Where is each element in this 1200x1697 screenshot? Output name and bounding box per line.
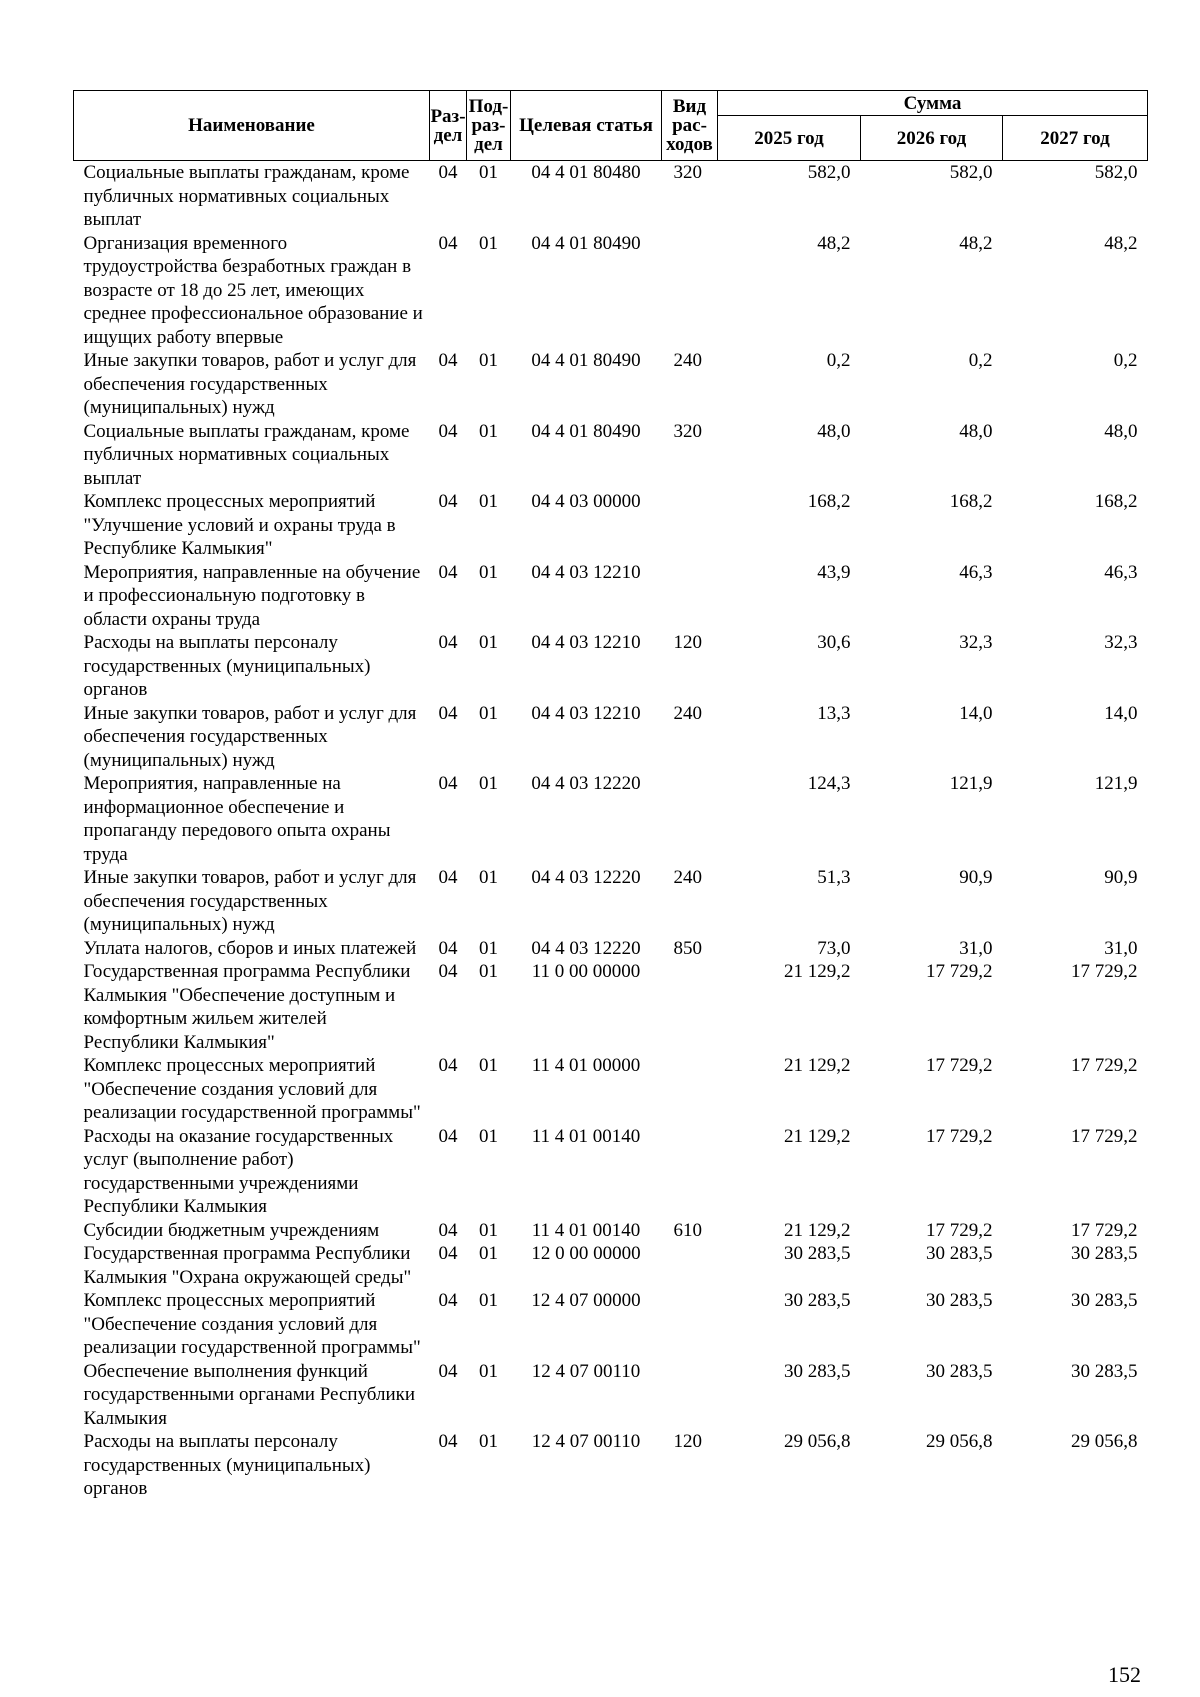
cell-name: Комплекс процессных мероприятий "Улучшение условий и охраны труда в Республике Калмыкия" [83, 491, 396, 559]
cell-podrazdel: 01 [479, 1125, 498, 1147]
cell-2026: 46,3 [959, 561, 993, 583]
cell-2026: 30 283,5 [926, 1243, 993, 1264]
cell-2026: 14,0 [959, 702, 993, 724]
cell-podrazdel: 01 [479, 632, 498, 653]
cell-razdel: 04 [438, 1219, 458, 1241]
cell-razdel: 04 [438, 632, 458, 653]
cell-razdel: 04 [438, 867, 458, 888]
cell-2025: 51,3 [817, 867, 851, 888]
cell-target-article: 11 4 01 00140 [531, 1125, 641, 1147]
cell-target-article: 04 4 03 12220 [531, 867, 641, 888]
cell-expense-type: 320 [673, 162, 702, 183]
cell-2027: 17 729,2 [1071, 961, 1138, 982]
cell-target-article: 04 4 03 12220 [531, 773, 641, 794]
cell-2025: 168,2 [807, 491, 851, 512]
cell-target-article: 04 4 03 12210 [531, 702, 641, 724]
cell-name: Иные закупки товаров, работ и услуг для обеспечения государственных (муниципальных) нужд [83, 867, 417, 935]
budget-table [73, 90, 1148, 1501]
cell-name: Государственная программа Республики Калмыкия "Охрана окружающей среды" [83, 1243, 412, 1288]
cell-2027: 121,9 [1094, 773, 1138, 794]
header-podrazdel: Под-раз-дел [467, 91, 511, 161]
cell-target-article: 11 4 01 00000 [531, 1055, 641, 1076]
cell-2026: 32,3 [959, 632, 993, 653]
cell-2025: 0,2 [826, 350, 851, 371]
table-header [74, 91, 1148, 161]
table-row [74, 631, 1148, 702]
cell-expense-type: 240 [673, 867, 702, 888]
cell-name: Государственная программа Республики Калмыкия "Обеспечение доступным и комфортным жильем жителей Республики Калмыкия" [83, 961, 411, 1053]
cell-2027: 17 729,2 [1071, 1219, 1138, 1241]
table-row [74, 1242, 1148, 1289]
cell-2026: 582,0 [949, 162, 993, 183]
cell-podrazdel: 01 [479, 1219, 498, 1241]
cell-2027: 46,3 [1104, 561, 1138, 583]
cell-2027: 32,3 [1104, 632, 1138, 653]
cell-razdel: 04 [438, 1125, 458, 1147]
cell-podrazdel: 01 [479, 773, 498, 794]
cell-2025: 29 056,8 [784, 1431, 851, 1452]
cell-target-article: 04 4 03 12210 [531, 632, 641, 653]
cell-target-article: 11 4 01 00140 [531, 1219, 641, 1241]
cell-2025: 21 129,2 [784, 1055, 851, 1076]
cell-podrazdel: 01 [479, 1055, 498, 1076]
cell-razdel: 04 [438, 937, 458, 959]
cell-name: Мероприятия, направленные на обучение и профессиональную подготовку в области охраны труда [83, 561, 421, 630]
cell-target-article: 12 4 07 00000 [531, 1290, 641, 1311]
cell-2025: 30 283,5 [784, 1360, 851, 1382]
cell-2027: 168,2 [1094, 491, 1138, 512]
cell-2025: 43,9 [817, 561, 851, 583]
cell-2027: 30 283,5 [1071, 1243, 1138, 1264]
cell-podrazdel: 01 [479, 232, 498, 254]
cell-expense-type [662, 1054, 718, 1125]
cell-name: Иные закупки товаров, работ и услуг для обеспечения государственных (муниципальных) нужд [83, 350, 417, 418]
cell-2027: 31,0 [1104, 937, 1138, 959]
cell-expense-type: 850 [673, 937, 702, 959]
header-target-article: Целевая статья [511, 91, 662, 161]
cell-razdel: 04 [438, 773, 458, 794]
cell-name: Комплекс процессных мероприятий "Обеспечение создания условий для реализации государственной программы" [83, 1055, 421, 1123]
table-row [74, 232, 1148, 350]
table-body [74, 161, 1148, 1501]
cell-2027: 0,2 [1113, 350, 1138, 371]
table-row [74, 1289, 1148, 1360]
table-row [74, 866, 1148, 937]
cell-razdel: 04 [438, 162, 458, 183]
cell-2025: 30 283,5 [784, 1243, 851, 1264]
cell-2027: 48,2 [1104, 232, 1138, 254]
cell-name: Обеспечение выполнения функций государственными органами Республики Калмыкия [83, 1360, 416, 1429]
cell-razdel: 04 [438, 561, 458, 583]
cell-2026: 30 283,5 [926, 1360, 993, 1382]
header-2025: 2025 год [718, 116, 861, 161]
cell-razdel: 04 [438, 491, 458, 512]
cell-target-article: 11 0 00 00000 [531, 961, 641, 982]
cell-expense-type [662, 1289, 718, 1360]
cell-2026: 48,0 [959, 420, 993, 442]
cell-2026: 29 056,8 [926, 1431, 993, 1452]
cell-name: Комплекс процессных мероприятий "Обеспечение создания условий для реализации государственной программы" [83, 1290, 421, 1358]
cell-2025: 73,0 [817, 937, 851, 959]
cell-expense-type [662, 232, 718, 350]
table-row [74, 937, 1148, 961]
cell-2026: 90,9 [959, 867, 993, 888]
cell-2025: 30 283,5 [784, 1290, 851, 1311]
cell-2026: 31,0 [959, 937, 993, 959]
table-row [74, 960, 1148, 1054]
header-2027: 2027 год [1003, 116, 1148, 161]
cell-target-article: 04 4 01 80480 [531, 162, 641, 183]
cell-target-article: 04 4 01 80490 [531, 350, 641, 371]
cell-razdel: 04 [438, 702, 458, 724]
cell-podrazdel: 01 [479, 961, 498, 982]
table-row [74, 1054, 1148, 1125]
cell-2025: 21 129,2 [784, 1125, 851, 1147]
cell-podrazdel: 01 [479, 561, 498, 583]
cell-razdel: 04 [438, 1243, 458, 1264]
cell-name: Расходы на оказание государственных услуг (выполнение работ) государственными учреждениями Республики Калмыкия [83, 1125, 394, 1217]
cell-expense-type: 120 [673, 1431, 702, 1452]
cell-podrazdel: 01 [479, 350, 498, 371]
budget-table-page [73, 90, 1147, 1501]
cell-target-article: 12 4 07 00110 [531, 1360, 641, 1382]
cell-2027: 17 729,2 [1071, 1125, 1138, 1147]
cell-podrazdel: 01 [479, 1290, 498, 1311]
cell-2025: 48,0 [817, 420, 851, 442]
cell-name: Субсидии бюджетным учреждениям [83, 1219, 380, 1241]
cell-razdel: 04 [438, 1290, 458, 1311]
cell-expense-type [662, 490, 718, 561]
cell-name: Уплата налогов, сборов и иных платежей [83, 937, 417, 959]
cell-target-article: 04 4 03 12210 [531, 561, 641, 583]
cell-name: Расходы на выплаты персоналу государственных (муниципальных) органов [83, 1431, 371, 1499]
cell-podrazdel: 01 [479, 491, 498, 512]
cell-name: Социальные выплаты гражданам, кроме публичных нормативных социальных выплат [83, 162, 410, 230]
cell-2025: 21 129,2 [784, 961, 851, 982]
table-row [74, 1430, 1148, 1501]
cell-target-article: 12 4 07 00110 [531, 1431, 641, 1452]
cell-name: Мероприятия, направленные на информационное обеспечение и пропаганду передового опыта охраны труда [83, 773, 391, 865]
cell-2025: 48,2 [817, 232, 851, 254]
cell-expense-type: 240 [673, 350, 702, 371]
cell-2025: 13,3 [817, 702, 851, 724]
cell-razdel: 04 [438, 1360, 458, 1382]
cell-2027: 582,0 [1094, 162, 1138, 183]
cell-razdel: 04 [438, 961, 458, 982]
cell-podrazdel: 01 [479, 867, 498, 888]
cell-2027: 17 729,2 [1071, 1055, 1138, 1076]
cell-2026: 48,2 [959, 232, 993, 254]
cell-expense-type [662, 1125, 718, 1219]
cell-expense-type [662, 772, 718, 866]
cell-target-article: 04 4 03 12220 [531, 937, 641, 959]
header-name: Наименование [74, 91, 430, 161]
cell-target-article: 04 4 01 80490 [531, 232, 641, 254]
table-row [74, 161, 1148, 232]
cell-name: Иные закупки товаров, работ и услуг для обеспечения государственных (муниципальных) нужд [83, 702, 417, 771]
cell-expense-type [662, 1360, 718, 1431]
cell-podrazdel: 01 [479, 937, 498, 959]
header-2026: 2026 год [861, 116, 1003, 161]
cell-expense-type: 240 [673, 702, 702, 724]
header-expense-type: Вид рас-ходов [662, 91, 718, 161]
cell-expense-type: 610 [673, 1219, 702, 1241]
cell-2027: 90,9 [1104, 867, 1138, 888]
table-row [74, 772, 1148, 866]
cell-name: Организация временного трудоустройства безработных граждан в возрасте от 18 до 25 лет, имеющих среднее профессиональное образование и ищущих работу впервые [83, 232, 423, 348]
cell-target-article: 04 4 03 00000 [531, 491, 641, 512]
header-razdel: Раз-дел [430, 91, 467, 161]
cell-2026: 17 729,2 [926, 961, 993, 982]
cell-2026: 17 729,2 [926, 1055, 993, 1076]
cell-2026: 0,2 [968, 350, 993, 371]
cell-2027: 30 283,5 [1071, 1290, 1138, 1311]
cell-name: Социальные выплаты гражданам, кроме публичных нормативных социальных выплат [83, 420, 410, 489]
table-row [74, 1360, 1148, 1431]
table-row [74, 420, 1148, 491]
cell-2027: 48,0 [1104, 420, 1138, 442]
cell-2027: 30 283,5 [1071, 1360, 1138, 1382]
table-row [74, 1219, 1148, 1243]
cell-2027: 14,0 [1104, 702, 1138, 724]
cell-podrazdel: 01 [479, 1243, 498, 1264]
cell-target-article: 12 0 00 00000 [531, 1243, 641, 1264]
cell-razdel: 04 [438, 1431, 458, 1452]
cell-podrazdel: 01 [479, 1360, 498, 1382]
cell-target-article: 04 4 01 80490 [531, 420, 641, 442]
cell-2027: 29 056,8 [1071, 1431, 1138, 1452]
cell-2026: 121,9 [949, 773, 993, 794]
table-row [74, 1125, 1148, 1219]
cell-2025: 30,6 [817, 632, 851, 653]
cell-expense-type [662, 561, 718, 632]
cell-name: Расходы на выплаты персоналу государственных (муниципальных) органов [83, 632, 371, 700]
cell-expense-type: 320 [673, 420, 702, 442]
cell-2025: 124,3 [807, 773, 851, 794]
cell-2025: 21 129,2 [784, 1219, 851, 1241]
table-row [74, 490, 1148, 561]
table-row [74, 702, 1148, 773]
cell-razdel: 04 [438, 232, 458, 254]
cell-expense-type [662, 960, 718, 1054]
cell-2026: 17 729,2 [926, 1219, 993, 1241]
cell-expense-type [662, 1242, 718, 1289]
cell-podrazdel: 01 [479, 1431, 498, 1452]
cell-razdel: 04 [438, 420, 458, 442]
cell-2026: 30 283,5 [926, 1290, 993, 1311]
cell-podrazdel: 01 [479, 702, 498, 724]
header-sum: Сумма [718, 91, 1148, 116]
page-number: 152 [1108, 1662, 1141, 1687]
cell-expense-type: 120 [673, 632, 702, 653]
cell-podrazdel: 01 [479, 162, 498, 183]
cell-2026: 168,2 [949, 491, 993, 512]
cell-podrazdel: 01 [479, 420, 498, 442]
cell-razdel: 04 [438, 1055, 458, 1076]
cell-razdel: 04 [438, 350, 458, 371]
table-row [74, 349, 1148, 420]
table-row [74, 561, 1148, 632]
cell-2026: 17 729,2 [926, 1125, 993, 1147]
cell-2025: 582,0 [807, 162, 851, 183]
